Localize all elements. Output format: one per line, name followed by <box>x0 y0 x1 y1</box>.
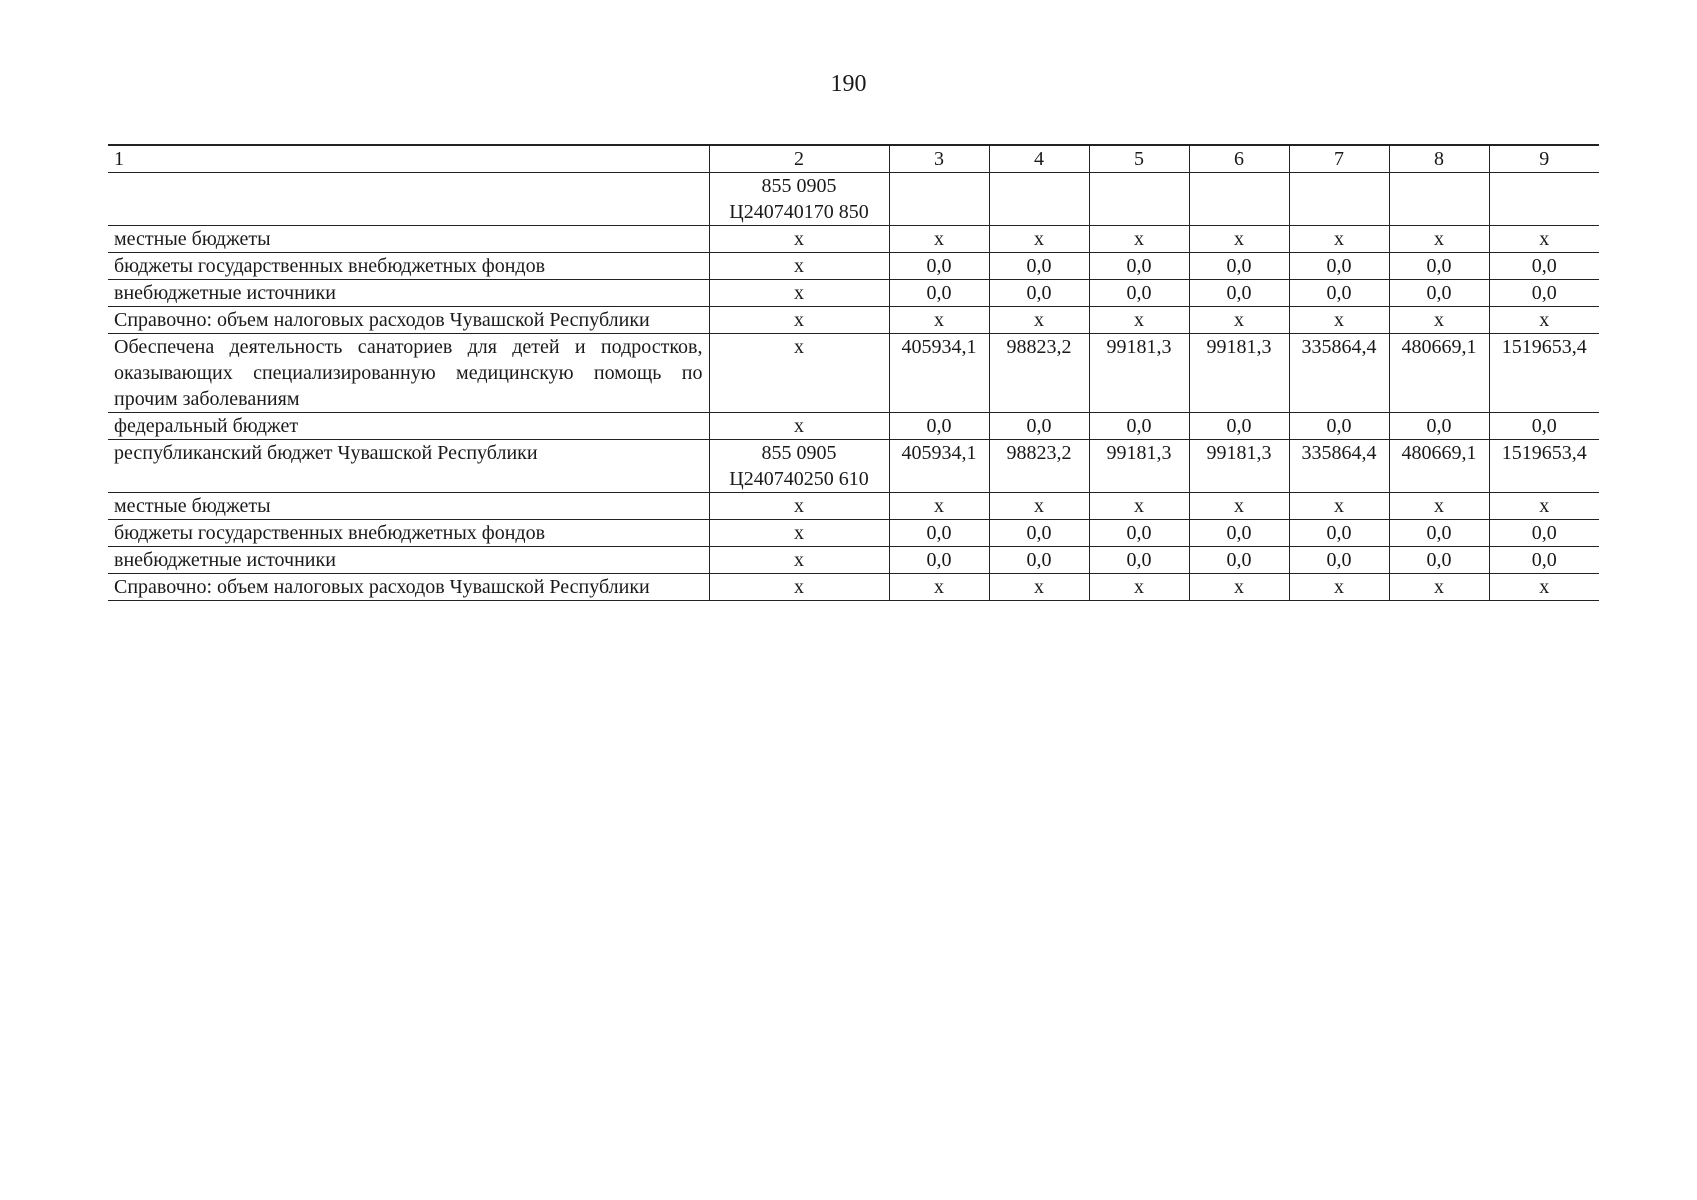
budget-code-cell <box>709 226 889 253</box>
value-cell: x <box>989 226 1089 253</box>
budget-code-cell <box>709 307 889 334</box>
value-cell: 0,0 <box>989 520 1089 547</box>
value-cell: x <box>1489 493 1599 520</box>
value-cell <box>1189 173 1289 226</box>
budget-code-cell <box>709 413 889 440</box>
value-cell: 0,0 <box>1089 520 1189 547</box>
value-cell: 0,0 <box>1089 547 1189 574</box>
value-cell: 0,0 <box>989 253 1089 280</box>
column-number-cell: 6 <box>1189 145 1289 173</box>
budget-code-line: x <box>794 336 804 358</box>
value-cell: 0,0 <box>889 280 989 307</box>
value-cell: x <box>1089 574 1189 601</box>
value-cell: x <box>1189 493 1289 520</box>
value-cell: x <box>889 226 989 253</box>
value-cell: 0,0 <box>1489 520 1599 547</box>
value-cell: 1519653,4 <box>1489 334 1599 413</box>
column-number-cell: 1 <box>108 145 709 173</box>
row-label <box>108 173 709 226</box>
value-cell: 0,0 <box>989 280 1089 307</box>
table-row <box>108 440 1599 493</box>
budget-table <box>108 144 1599 601</box>
value-cell: 0,0 <box>1489 547 1599 574</box>
value-cell: x <box>989 493 1089 520</box>
value-cell <box>889 173 989 226</box>
budget-code-line: 855 0905 <box>761 175 837 197</box>
budget-code-line: x <box>794 309 804 331</box>
table-row <box>108 280 1599 307</box>
value-cell: 0,0 <box>1189 547 1289 574</box>
column-number-cell: 2 <box>709 145 889 173</box>
value-cell: x <box>1289 226 1389 253</box>
value-cell: 0,0 <box>1389 413 1489 440</box>
value-cell: x <box>889 307 989 334</box>
table-row <box>108 173 1599 226</box>
value-cell: x <box>1389 574 1489 601</box>
value-cell: x <box>1389 307 1489 334</box>
value-cell: 0,0 <box>889 520 989 547</box>
budget-code-line: Ц240740170 850 <box>729 201 869 223</box>
page-number: 190 <box>830 71 867 97</box>
value-cell: 0,0 <box>1089 253 1189 280</box>
value-cell: x <box>1289 307 1389 334</box>
table-body <box>108 145 1599 601</box>
value-cell: 99181,3 <box>1189 440 1289 493</box>
value-cell: x <box>1089 493 1189 520</box>
value-cell: 405934,1 <box>889 440 989 493</box>
budget-code-line: x <box>794 576 804 598</box>
budget-code-line: x <box>794 282 804 304</box>
row-label: бюджеты государственных внебюджетных фондов <box>108 253 709 280</box>
column-number-cell: 3 <box>889 145 989 173</box>
table-row <box>108 574 1599 601</box>
value-cell: x <box>1389 493 1489 520</box>
budget-code-cell <box>709 574 889 601</box>
row-label: Справочно: объем налоговых расходов Чувашской Республики <box>108 307 709 334</box>
budget-code-line: x <box>794 522 804 544</box>
value-cell: 98823,2 <box>989 334 1089 413</box>
row-label: Обеспечена деятельность санаториев для детей и подростков, оказывающих специализированную медицинскую помощь по прочим заболеваниям <box>108 334 709 413</box>
value-cell: 480669,1 <box>1389 440 1489 493</box>
table-row <box>108 307 1599 334</box>
budget-code-cell <box>709 334 889 413</box>
value-cell: 0,0 <box>1189 413 1289 440</box>
value-cell <box>1289 173 1389 226</box>
value-cell: 0,0 <box>1389 547 1489 574</box>
value-cell: 99181,3 <box>1089 334 1189 413</box>
table-row <box>108 493 1599 520</box>
budget-code-cell <box>709 173 889 226</box>
table-row <box>108 226 1599 253</box>
table-row <box>108 413 1599 440</box>
budget-code-cell <box>709 493 889 520</box>
row-label: внебюджетные источники <box>108 280 709 307</box>
column-number-row <box>108 145 1599 173</box>
row-label: бюджеты государственных внебюджетных фондов <box>108 520 709 547</box>
value-cell: 0,0 <box>1389 253 1489 280</box>
value-cell: 0,0 <box>1489 280 1599 307</box>
value-cell <box>1389 173 1489 226</box>
value-cell: 335864,4 <box>1289 334 1389 413</box>
table-row <box>108 334 1599 413</box>
value-cell <box>1489 173 1599 226</box>
value-cell: x <box>1289 574 1389 601</box>
value-cell: 0,0 <box>1289 520 1389 547</box>
column-number-cell: 4 <box>989 145 1089 173</box>
value-cell: x <box>1489 307 1599 334</box>
value-cell: 0,0 <box>989 547 1089 574</box>
value-cell: 0,0 <box>1389 280 1489 307</box>
value-cell: 0,0 <box>889 547 989 574</box>
value-cell: x <box>1089 226 1189 253</box>
value-cell: 0,0 <box>1189 253 1289 280</box>
value-cell: x <box>1189 574 1289 601</box>
value-cell: 0,0 <box>889 413 989 440</box>
budget-code-cell <box>709 440 889 493</box>
value-cell: 0,0 <box>1189 520 1289 547</box>
row-label: местные бюджеты <box>108 226 709 253</box>
value-cell: 0,0 <box>1289 413 1389 440</box>
row-label: местные бюджеты <box>108 493 709 520</box>
value-cell: x <box>989 307 1089 334</box>
value-cell: x <box>1189 307 1289 334</box>
value-cell: x <box>1089 307 1189 334</box>
value-cell: x <box>1389 226 1489 253</box>
column-number-cell: 9 <box>1489 145 1599 173</box>
value-cell: 0,0 <box>1089 280 1189 307</box>
value-cell: 0,0 <box>889 253 989 280</box>
value-cell: 0,0 <box>1289 547 1389 574</box>
value-cell: x <box>1489 226 1599 253</box>
value-cell: 335864,4 <box>1289 440 1389 493</box>
budget-code-cell <box>709 520 889 547</box>
budget-code-line: Ц240740250 610 <box>729 468 869 490</box>
value-cell: 1519653,4 <box>1489 440 1599 493</box>
value-cell: 0,0 <box>1089 413 1189 440</box>
row-label: республиканский бюджет Чувашской Республики <box>108 440 709 493</box>
table-row <box>108 547 1599 574</box>
value-cell: 0,0 <box>1189 280 1289 307</box>
budget-code-cell <box>709 253 889 280</box>
value-cell: 480669,1 <box>1389 334 1489 413</box>
budget-code-cell <box>709 547 889 574</box>
budget-code-line: x <box>794 255 804 277</box>
value-cell: x <box>1489 574 1599 601</box>
value-cell: x <box>1289 493 1389 520</box>
value-cell: 0,0 <box>1289 280 1389 307</box>
budget-code-line: x <box>794 549 804 571</box>
value-cell: 99181,3 <box>1089 440 1189 493</box>
row-label: внебюджетные источники <box>108 547 709 574</box>
table-row <box>108 520 1599 547</box>
value-cell: x <box>889 493 989 520</box>
value-cell: 0,0 <box>1489 253 1599 280</box>
value-cell: x <box>1189 226 1289 253</box>
budget-code-cell <box>709 280 889 307</box>
value-cell <box>1089 173 1189 226</box>
budget-code-line: x <box>794 415 804 437</box>
budget-code-line: x <box>794 228 804 250</box>
row-label: федеральный бюджет <box>108 413 709 440</box>
budget-code-line: 855 0905 <box>761 442 837 464</box>
value-cell: 98823,2 <box>989 440 1089 493</box>
budget-code-line: x <box>794 495 804 517</box>
column-number-cell: 5 <box>1089 145 1189 173</box>
row-label: Справочно: объем налоговых расходов Чувашской Республики <box>108 574 709 601</box>
value-cell: 405934,1 <box>889 334 989 413</box>
value-cell: 0,0 <box>989 413 1089 440</box>
column-number-cell: 7 <box>1289 145 1389 173</box>
table-row <box>108 253 1599 280</box>
value-cell: x <box>889 574 989 601</box>
column-number-cell: 8 <box>1389 145 1489 173</box>
value-cell <box>989 173 1089 226</box>
value-cell: 99181,3 <box>1189 334 1289 413</box>
value-cell: 0,0 <box>1289 253 1389 280</box>
value-cell: x <box>989 574 1089 601</box>
value-cell: 0,0 <box>1489 413 1599 440</box>
value-cell: 0,0 <box>1389 520 1489 547</box>
